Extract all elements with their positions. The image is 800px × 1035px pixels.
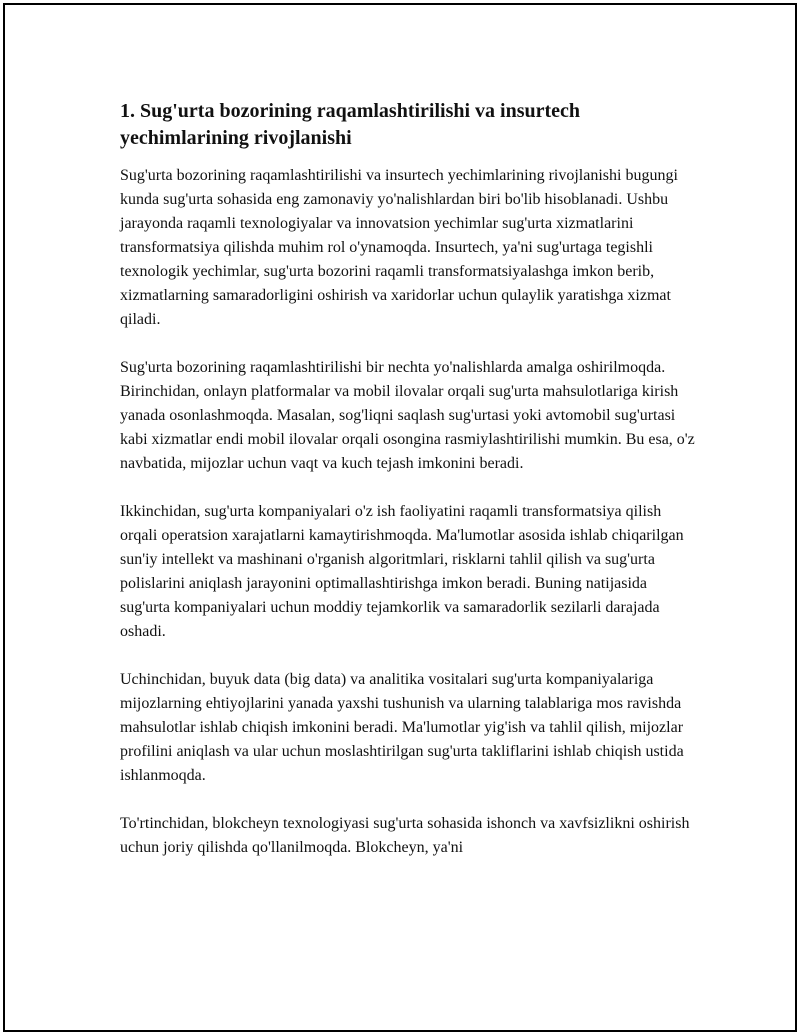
page-frame [3, 3, 797, 1032]
paragraph-1: Sug'urta bozorining raqamlashtirilishi va insurtech yechimlarining rivojlanishi bugungi kunda sug'urta sohasida eng zamonaviy yo'nalishlardan biri bo'lib hisoblanadi. Ushbu jarayonda raqamli texnologiyalar va innovatsion yechimlar sug'urta xizmatlarini transformatsiya qilishda muhim rol o'ynamoqda. Insurtech, ya'ni sug'urtaga tegishli texnologik yechimlar, sug'urta bozorini raqamli transformatsiyalashga imkon berib, xizmatlarning samaradorligini oshirish va xaridorlar uchun qulaylik yaratishga xizmat qiladi. [120, 167, 678, 328]
section-heading: 1. Sug'urta bozorining raqamlashtirilishi va insurtech yechimlarining rivojlanishi [120, 100, 581, 149]
document-body [120, 98, 695, 884]
paragraph-5: To'rtinchidan, blokcheyn texnologiyasi sug'urta sohasida ishonch va xavfsizlikni oshirish uchun joriy qilishda qo'llanilmoqda. Blokcheyn, ya'ni [120, 815, 690, 856]
paragraph-2: Sug'urta bozorining raqamlashtirilishi bir nechta yo'nalishlarda amalga oshirilmoqda. Birinchidan, onlayn platformalar va mobil ilovalar orqali sug'urta mahsulotlariga kirish yanada osonlashmoqda. Masalan, sog'liqni saqlash sug'urtasi yoki avtomobil sug'urtasi kabi xizmatlar endi mobil ilovalar orqali osongina rasmiylashtirilishi mumkin. Bu esa, o'z navbatida, mijozlar uchun vaqt va kuch tejash imkonini beradi. [120, 359, 695, 472]
paragraph-4: Uchinchidan, buyuk data (big data) va analitika vositalari sug'urta kompaniyalariga mijozlarning ehtiyojlarini yanada yaxshi tushunish va ularning talablariga mos ravishda mahsulotlar ishlab chiqish imkonini beradi. Ma'lumotlar yig'ish va tahlil qilish, mijozlar profilini aniqlash va ular uchun moslashtirilgan sug'urta takliflarini ishlab chiqish ustida ishlanmoqda. [120, 671, 684, 784]
paragraph-3: Ikkinchidan, sug'urta kompaniyalari o'z ish faoliyatini raqamli transformatsiya qilish orqali operatsion xarajatlarni kamaytirishmoqda. Ma'lumotlar asosida ishlab chiqarilgan sun'iy intellekt va mashinani o'rganish algoritmlari, risklarni tahlil qilish va sug'urta polislarini aniqlash jarayonini optimallashtirishga imkon beradi. Buning natijasida sug'urta kompaniyalari uchun moddiy tejamkorlik va samaradorlik sezilarli darajada oshadi. [120, 503, 684, 640]
